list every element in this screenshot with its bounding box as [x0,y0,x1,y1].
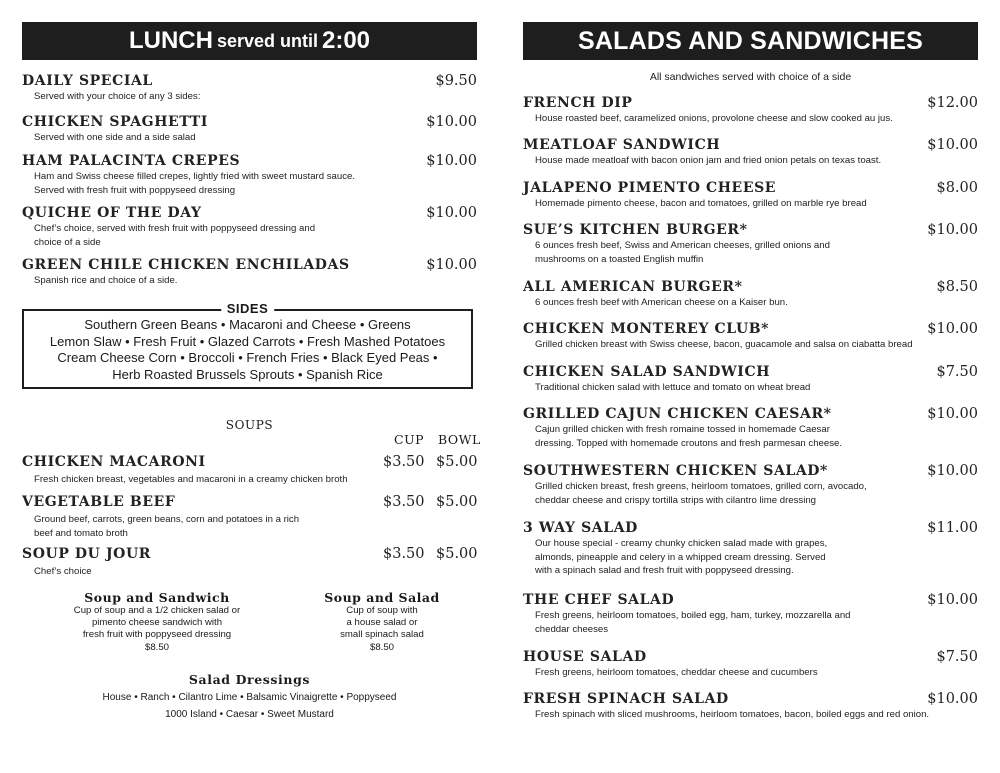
soups-title: SOUPS [225,418,274,432]
item-desc: choice of a side [34,236,101,248]
dressings-line: 1000 Island • Caesar • Sweet Mustard [165,709,334,720]
item-name: CHICKEN MONTEREY CLUB* [523,321,770,337]
menu-item [523,95,978,126]
item-name: SOUTHWESTERN CHICKEN SALAD* [523,463,828,479]
item-desc: Traditional chicken salad with lettuce and tomato on wheat bread [535,382,811,393]
soup-item [22,546,477,579]
item-desc: Served with one side and a side salad [34,132,196,143]
item-desc: Served with fresh fruit with poppyseed dressing [34,184,236,196]
soup-bowl-price: $5.00 [436,546,478,562]
item-price: $10.00 [927,691,978,707]
item-desc: Ham and Swiss cheese filled crepes, lightly fried with sweet mustard sauce. [34,171,355,182]
menu-item [22,153,477,197]
item-name: HOUSE SALAD [523,649,647,665]
item-price: $10.00 [927,222,978,238]
soup-name: SOUP DU JOUR [22,546,152,562]
item-price: $10.00 [927,137,978,153]
item-price: $10.00 [927,592,978,608]
item-desc: Spanish rice and choice of a side. [34,275,178,286]
item-name: CHICKEN SPAGHETTI [22,114,208,130]
menu-item [523,364,978,395]
item-desc: House made meatloaf with bacon onion jam and fried onion petals on texas toast. [535,155,882,166]
item-price: $7.50 [936,364,978,380]
item-price: $11.00 [927,520,978,536]
combo-line: Cup of soup with [346,605,418,616]
menu-item [523,137,978,168]
menu-item [22,257,477,288]
cup-header: CUP [394,432,425,447]
item-name: GRILLED CAJUN CHICKEN CAESAR* [523,406,832,422]
combo-line: Cup of soup and a 1/2 chicken salad or [73,605,241,616]
item-desc: Fresh greens, heirloom tomatoes, boiled egg, ham, turkey, mozzarella and [535,610,851,621]
soup-salad-combo [302,590,462,654]
soup-cup-price: $3.50 [383,454,425,470]
item-name: CHICKEN SALAD SANDWICH [523,364,771,380]
sides-label: SIDES [221,301,275,316]
menu-item [523,180,978,211]
item-desc: Served with your choice of any 3 sides: [34,91,201,102]
menu-item [523,649,978,680]
item-name: FRENCH DIP [523,95,633,111]
soup-desc: Fresh chicken breast, vegetables and macaroni in a creamy chicken broth [34,474,348,485]
item-name: ALL AMERICAN BURGER* [523,279,743,295]
item-price: $10.00 [927,321,978,337]
menu-item [22,114,477,145]
lunch-banner-time: 2:00 [321,27,371,54]
item-desc: 6 ounces fresh beef, Swiss and American cheeses, grilled onions and [535,240,830,251]
soup-name: CHICKEN MACARONI [22,454,206,470]
soup-sandwich-combo [42,590,272,654]
sides-line: Cream Cheese Corn • Broccoli • French Fries • Black Eyed Peas • [57,350,438,365]
item-desc: Grilled chicken breast with Swiss cheese, bacon, guacamole and salsa on ciabatta bread [535,339,913,350]
soup-cup-price: $3.50 [383,546,425,562]
menu-item [523,321,978,352]
item-desc: House roasted beef, caramelized onions, provolone cheese and slow cooked au jus. [535,113,893,124]
item-desc: cheddar cheeses [535,623,609,635]
soup-desc: Chef’s choice [34,566,92,577]
item-desc: Grilled chicken breast, fresh greens, heirloom tomatoes, grilled corn, avocado, [535,481,867,492]
item-desc: Fresh greens, heirloom tomatoes, cheddar cheese and cucumbers [535,667,818,678]
item-desc: Cajun grilled chicken with fresh romaine tossed in homemade Caesar [535,424,830,435]
combo-price: $8.50 [144,641,169,653]
lunch-banner-served: served until [216,30,318,51]
item-desc: Chef’s choice, served with fresh fruit with poppyseed dressing and [34,223,316,234]
sides-line: Herb Roasted Brussels Sprouts • Spanish Rice [112,366,383,382]
soup-cup-price: $3.50 [383,494,425,510]
item-name: DAILY SPECIAL [22,73,153,89]
item-desc: with a spinach salad and fresh fruit with poppyseed dressing. [535,565,794,576]
item-desc: cheddar cheese and crispy tortilla strips with cilantro lime dressing [535,494,817,506]
item-desc: Fresh spinach with sliced mushrooms, heirloom tomatoes, bacon, boiled eggs and red onion. [535,709,930,720]
item-desc: 6 ounces fresh beef with American cheese on a Kaiser bun. [535,297,788,308]
menu-item [523,406,978,450]
item-price: $7.50 [936,649,978,665]
soup-bowl-price: $5.00 [436,494,478,510]
combo-line: a house salad or [346,617,418,629]
item-desc: dressing. Topped with homemade croutons and fresh parmesan cheese. [535,437,843,449]
item-price: $10.00 [426,114,477,130]
item-name: QUICHE OF THE DAY [22,205,202,221]
dressings-line: House • Ranch • Cilantro Lime • Balsamic Vinaigrette • Poppyseed [102,692,397,703]
combo-price: $8.50 [369,641,394,653]
soup-bowl-price: $5.00 [436,454,478,470]
menu-item [22,73,477,104]
item-price: $10.00 [426,205,477,221]
sides-line: Lemon Slaw • Fresh Fruit • Glazed Carrots • Fresh Mashed Potatoes [49,333,446,349]
item-price: $8.00 [936,180,978,196]
item-name: FRESH SPINACH SALAD [523,691,729,707]
combo-name: Soup and Salad [324,590,440,605]
item-name: MEATLOAF SANDWICH [523,137,721,153]
menu-item [523,520,978,578]
menu-item [523,463,978,507]
menu-item [523,222,978,266]
item-price: $10.00 [927,463,978,479]
bowl-header: BOWL [438,432,481,447]
item-price: $10.00 [426,257,477,273]
soup-desc: Ground beef, carrots, green beans, corn and potatoes in a rich [34,514,300,525]
menu-item [22,205,477,249]
item-desc: Our house special - creamy chunky chicken salad made with grapes, [535,538,828,549]
item-name: SUE’S KITCHEN BURGER* [523,222,748,238]
item-price: $10.00 [927,406,978,422]
item-desc: almonds, pineapple and celery in a whipped cream dressing. Served [535,551,826,563]
item-desc: mushrooms on a toasted English muffin [535,253,704,265]
combo-line: pimento cheese sandwich with [91,617,223,629]
menu-item [523,279,978,310]
combo-line: small spinach salad [340,629,424,641]
lunch-banner-title: LUNCH [128,27,213,54]
item-price: $10.00 [426,153,477,169]
item-name: 3 WAY SALAD [523,520,638,536]
lunch-banner [22,22,477,60]
combo-name: Soup and Sandwich [84,590,230,605]
menu-item [523,592,978,636]
item-name: THE CHEF SALAD [523,592,675,608]
combo-line: fresh fruit with poppyseed dressing [82,629,232,641]
item-price: $8.50 [936,279,978,295]
item-name: JALAPENO PIMENTO CHEESE [523,180,777,196]
soup-item [22,494,477,540]
salads-subtitle: All sandwiches served with choice of a side [649,71,852,83]
item-desc: Homemade pimento cheese, bacon and tomatoes, grilled on marble rye bread [535,198,867,209]
soup-desc: beef and tomato broth [34,527,128,539]
sides-line: Southern Green Beans • Macaroni and Cheese • Greens [84,317,411,332]
sides-box [22,301,473,389]
dressings-title: Salad Dressings [188,672,311,687]
item-name: GREEN CHILE CHICKEN ENCHILADAS [22,257,350,273]
item-name: HAM PALACINTA CREPES [22,153,241,169]
item-price: $9.50 [435,73,477,89]
soup-item [22,454,477,487]
item-price: $12.00 [927,95,978,111]
menu-item [523,691,978,722]
salads-banner: SALADS AND SANDWICHES [523,22,978,60]
soup-name: VEGETABLE BEEF [22,494,176,510]
